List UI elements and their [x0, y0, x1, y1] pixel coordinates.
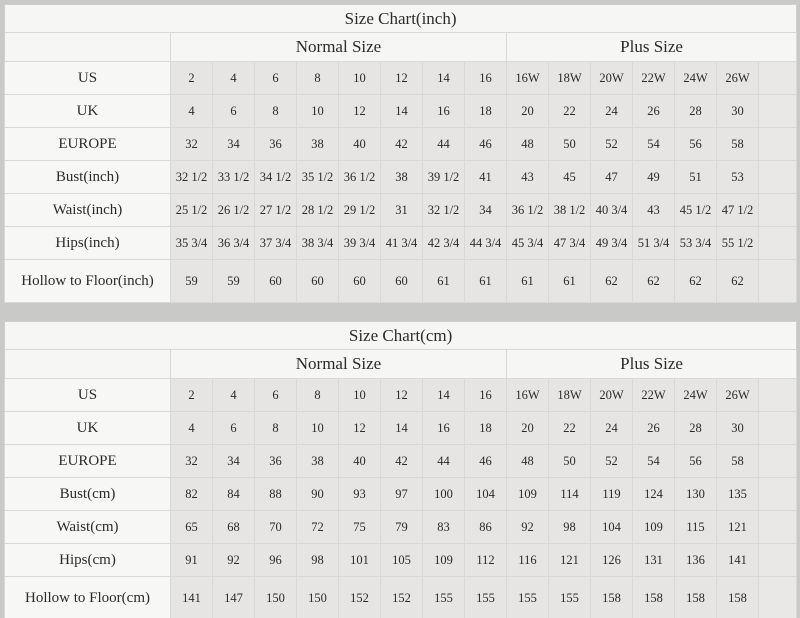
- empty-trailing-cell: [759, 577, 797, 618]
- size-row: [5, 511, 797, 544]
- size-row: [5, 412, 797, 445]
- size-value-normal: 10: [339, 62, 381, 95]
- size-value-normal: 61: [465, 260, 507, 303]
- table-gap: [4, 303, 796, 321]
- size-value-plus: 22W: [633, 379, 675, 412]
- size-value-plus: 20: [507, 412, 549, 445]
- size-value-normal: 82: [171, 478, 213, 511]
- size-value-normal: 91: [171, 544, 213, 577]
- size-value-normal: 141: [171, 577, 213, 618]
- size-row: [5, 95, 797, 128]
- size-row: [5, 161, 797, 194]
- size-value-normal: 33 1/2: [213, 161, 255, 194]
- size-value-normal: 14: [381, 412, 423, 445]
- size-value-plus: 18W: [549, 379, 591, 412]
- size-value-normal: 34 1/2: [255, 161, 297, 194]
- size-value-normal: 61: [423, 260, 465, 303]
- size-group-header-row: [5, 33, 797, 62]
- size-value-plus: 130: [675, 478, 717, 511]
- table-title: Size Chart(inch): [5, 5, 797, 33]
- row-label: Hollow to Floor(cm): [5, 577, 171, 618]
- size-value-normal: 83: [423, 511, 465, 544]
- size-value-normal: 34: [213, 445, 255, 478]
- size-value-plus: 56: [675, 128, 717, 161]
- size-value-normal: 44 3/4: [465, 227, 507, 260]
- size-value-plus: 49 3/4: [591, 227, 633, 260]
- corner-cell: [5, 350, 171, 379]
- size-value-normal: 8: [297, 62, 339, 95]
- size-value-normal: 59: [213, 260, 255, 303]
- size-value-plus: 53 3/4: [675, 227, 717, 260]
- size-value-plus: 121: [717, 511, 759, 544]
- size-value-plus: 26: [633, 412, 675, 445]
- row-label: Bust(cm): [5, 478, 171, 511]
- size-value-plus: 30: [717, 95, 759, 128]
- size-value-normal: 14: [423, 379, 465, 412]
- size-value-normal: 4: [171, 412, 213, 445]
- size-row: [5, 379, 797, 412]
- size-value-plus: 62: [633, 260, 675, 303]
- size-value-normal: 37 3/4: [255, 227, 297, 260]
- size-value-plus: 45: [549, 161, 591, 194]
- size-value-normal: 155: [423, 577, 465, 618]
- size-row: [5, 445, 797, 478]
- size-value-plus: 28: [675, 95, 717, 128]
- empty-trailing-cell: [759, 260, 797, 303]
- size-value-normal: 72: [297, 511, 339, 544]
- size-value-normal: 70: [255, 511, 297, 544]
- size-value-plus: 61: [507, 260, 549, 303]
- size-value-plus: 141: [717, 544, 759, 577]
- size-value-plus: 52: [591, 128, 633, 161]
- size-value-normal: 112: [465, 544, 507, 577]
- size-value-normal: 8: [297, 379, 339, 412]
- size-value-plus: 136: [675, 544, 717, 577]
- size-value-plus: 58: [717, 128, 759, 161]
- row-label: Hips(inch): [5, 227, 171, 260]
- size-row: [5, 62, 797, 95]
- size-value-normal: 8: [255, 95, 297, 128]
- size-value-plus: 109: [633, 511, 675, 544]
- size-value-normal: 18: [465, 412, 507, 445]
- plus-size-header: Plus Size: [507, 350, 797, 379]
- size-value-normal: 2: [171, 379, 213, 412]
- size-row: [5, 227, 797, 260]
- size-value-normal: 27 1/2: [255, 194, 297, 227]
- row-label: Waist(inch): [5, 194, 171, 227]
- size-value-plus: 61: [549, 260, 591, 303]
- size-value-normal: 92: [213, 544, 255, 577]
- row-label: US: [5, 379, 171, 412]
- size-value-normal: 6: [255, 62, 297, 95]
- size-value-plus: 158: [591, 577, 633, 618]
- size-value-normal: 93: [339, 478, 381, 511]
- size-value-normal: 6: [213, 412, 255, 445]
- size-value-normal: 75: [339, 511, 381, 544]
- size-value-normal: 8: [255, 412, 297, 445]
- empty-trailing-cell: [759, 95, 797, 128]
- size-value-normal: 32: [171, 128, 213, 161]
- size-value-normal: 36 3/4: [213, 227, 255, 260]
- size-value-plus: 62: [675, 260, 717, 303]
- empty-trailing-cell: [759, 62, 797, 95]
- size-value-plus: 47 1/2: [717, 194, 759, 227]
- size-value-normal: 18: [465, 95, 507, 128]
- size-chart-inch-table: [4, 4, 797, 303]
- size-value-normal: 34: [465, 194, 507, 227]
- size-row: [5, 478, 797, 511]
- row-label: Hollow to Floor(inch): [5, 260, 171, 303]
- size-value-normal: 109: [423, 544, 465, 577]
- size-value-plus: 24W: [675, 62, 717, 95]
- size-value-normal: 60: [255, 260, 297, 303]
- size-value-plus: 36 1/2: [507, 194, 549, 227]
- empty-trailing-cell: [759, 544, 797, 577]
- size-value-plus: 158: [633, 577, 675, 618]
- size-value-normal: 39 1/2: [423, 161, 465, 194]
- size-value-plus: 51 3/4: [633, 227, 675, 260]
- size-value-normal: 32 1/2: [423, 194, 465, 227]
- size-value-plus: 98: [549, 511, 591, 544]
- size-value-normal: 39 3/4: [339, 227, 381, 260]
- size-value-normal: 36: [255, 445, 297, 478]
- normal-size-header: Normal Size: [171, 33, 507, 62]
- size-value-normal: 2: [171, 62, 213, 95]
- size-row: [5, 544, 797, 577]
- size-value-normal: 38: [297, 128, 339, 161]
- size-value-plus: 124: [633, 478, 675, 511]
- size-value-plus: 62: [717, 260, 759, 303]
- size-value-normal: 105: [381, 544, 423, 577]
- size-value-plus: 20: [507, 95, 549, 128]
- size-value-normal: 38: [381, 161, 423, 194]
- size-row: [5, 194, 797, 227]
- row-label: US: [5, 62, 171, 95]
- empty-trailing-cell: [759, 194, 797, 227]
- size-value-normal: 6: [255, 379, 297, 412]
- table-title: Size Chart(cm): [5, 322, 797, 350]
- size-value-normal: 42 3/4: [423, 227, 465, 260]
- size-value-normal: 14: [381, 95, 423, 128]
- size-group-header-row: [5, 350, 797, 379]
- size-value-plus: 126: [591, 544, 633, 577]
- size-value-normal: 16: [423, 95, 465, 128]
- size-value-normal: 25 1/2: [171, 194, 213, 227]
- size-value-plus: 30: [717, 412, 759, 445]
- size-value-normal: 34: [213, 128, 255, 161]
- size-value-normal: 26 1/2: [213, 194, 255, 227]
- size-value-plus: 16W: [507, 379, 549, 412]
- table-title-row: [5, 322, 797, 350]
- size-value-plus: 43: [633, 194, 675, 227]
- size-value-normal: 32: [171, 445, 213, 478]
- row-label: EUROPE: [5, 128, 171, 161]
- size-value-plus: 115: [675, 511, 717, 544]
- size-value-normal: 40: [339, 445, 381, 478]
- size-value-normal: 86: [465, 511, 507, 544]
- size-value-normal: 100: [423, 478, 465, 511]
- size-value-normal: 40: [339, 128, 381, 161]
- size-value-normal: 84: [213, 478, 255, 511]
- size-value-normal: 36: [255, 128, 297, 161]
- size-value-normal: 4: [213, 62, 255, 95]
- size-value-normal: 6: [213, 95, 255, 128]
- size-value-plus: 55 1/2: [717, 227, 759, 260]
- size-value-plus: 28: [675, 412, 717, 445]
- size-value-normal: 41 3/4: [381, 227, 423, 260]
- size-value-normal: 90: [297, 478, 339, 511]
- row-label: Bust(inch): [5, 161, 171, 194]
- size-value-normal: 12: [339, 412, 381, 445]
- size-value-plus: 24W: [675, 379, 717, 412]
- size-value-normal: 101: [339, 544, 381, 577]
- normal-size-header: Normal Size: [171, 350, 507, 379]
- size-value-plus: 20W: [591, 62, 633, 95]
- row-label: Waist(cm): [5, 511, 171, 544]
- size-value-plus: 109: [507, 478, 549, 511]
- size-value-plus: 24: [591, 412, 633, 445]
- size-value-plus: 22W: [633, 62, 675, 95]
- size-value-plus: 48: [507, 445, 549, 478]
- empty-trailing-cell: [759, 227, 797, 260]
- size-value-normal: 97: [381, 478, 423, 511]
- row-label: UK: [5, 95, 171, 128]
- empty-trailing-cell: [759, 128, 797, 161]
- size-value-plus: 104: [591, 511, 633, 544]
- size-value-normal: 35 3/4: [171, 227, 213, 260]
- row-label: Hips(cm): [5, 544, 171, 577]
- size-value-normal: 38 3/4: [297, 227, 339, 260]
- size-value-normal: 152: [381, 577, 423, 618]
- empty-trailing-cell: [759, 412, 797, 445]
- size-value-plus: 131: [633, 544, 675, 577]
- size-value-normal: 60: [297, 260, 339, 303]
- size-value-plus: 16W: [507, 62, 549, 95]
- size-value-normal: 4: [213, 379, 255, 412]
- size-value-normal: 10: [297, 412, 339, 445]
- size-value-plus: 43: [507, 161, 549, 194]
- size-value-plus: 24: [591, 95, 633, 128]
- table-title-row: [5, 5, 797, 33]
- size-value-plus: 45 1/2: [675, 194, 717, 227]
- size-value-plus: 155: [507, 577, 549, 618]
- size-value-normal: 16: [423, 412, 465, 445]
- size-value-normal: 10: [297, 95, 339, 128]
- size-value-plus: 47 3/4: [549, 227, 591, 260]
- size-value-normal: 12: [381, 379, 423, 412]
- size-value-normal: 88: [255, 478, 297, 511]
- size-value-normal: 14: [423, 62, 465, 95]
- row-label: EUROPE: [5, 445, 171, 478]
- size-value-normal: 28 1/2: [297, 194, 339, 227]
- size-value-normal: 147: [213, 577, 255, 618]
- size-value-normal: 98: [297, 544, 339, 577]
- size-value-plus: 62: [591, 260, 633, 303]
- size-value-plus: 158: [717, 577, 759, 618]
- size-value-normal: 46: [465, 445, 507, 478]
- size-value-plus: 49: [633, 161, 675, 194]
- size-value-plus: 56: [675, 445, 717, 478]
- size-value-normal: 150: [255, 577, 297, 618]
- size-value-normal: 46: [465, 128, 507, 161]
- size-value-normal: 155: [465, 577, 507, 618]
- size-row: [5, 260, 797, 303]
- size-value-plus: 52: [591, 445, 633, 478]
- size-value-plus: 54: [633, 128, 675, 161]
- empty-trailing-cell: [759, 379, 797, 412]
- size-value-plus: 26W: [717, 379, 759, 412]
- size-value-normal: 59: [171, 260, 213, 303]
- size-value-normal: 32 1/2: [171, 161, 213, 194]
- size-value-plus: 40 3/4: [591, 194, 633, 227]
- empty-trailing-cell: [759, 161, 797, 194]
- size-value-normal: 42: [381, 128, 423, 161]
- size-value-plus: 121: [549, 544, 591, 577]
- empty-trailing-cell: [759, 478, 797, 511]
- size-value-normal: 104: [465, 478, 507, 511]
- empty-trailing-cell: [759, 445, 797, 478]
- size-value-normal: 44: [423, 128, 465, 161]
- size-value-plus: 92: [507, 511, 549, 544]
- size-value-normal: 29 1/2: [339, 194, 381, 227]
- plus-size-header: Plus Size: [507, 33, 797, 62]
- size-value-normal: 60: [381, 260, 423, 303]
- size-value-normal: 42: [381, 445, 423, 478]
- size-value-plus: 47: [591, 161, 633, 194]
- size-value-plus: 22: [549, 412, 591, 445]
- size-value-plus: 116: [507, 544, 549, 577]
- size-value-normal: 41: [465, 161, 507, 194]
- size-value-normal: 38: [297, 445, 339, 478]
- size-value-plus: 50: [549, 445, 591, 478]
- size-value-normal: 60: [339, 260, 381, 303]
- size-value-plus: 26W: [717, 62, 759, 95]
- size-value-plus: 45 3/4: [507, 227, 549, 260]
- size-value-normal: 10: [339, 379, 381, 412]
- size-value-normal: 16: [465, 62, 507, 95]
- size-value-plus: 20W: [591, 379, 633, 412]
- size-value-plus: 119: [591, 478, 633, 511]
- size-value-normal: 12: [381, 62, 423, 95]
- size-value-plus: 51: [675, 161, 717, 194]
- size-row: [5, 128, 797, 161]
- size-value-plus: 18W: [549, 62, 591, 95]
- size-value-normal: 4: [171, 95, 213, 128]
- size-chart-cm-table: [4, 321, 797, 618]
- size-row: [5, 577, 797, 618]
- size-value-plus: 53: [717, 161, 759, 194]
- size-value-plus: 38 1/2: [549, 194, 591, 227]
- row-label: UK: [5, 412, 171, 445]
- corner-cell: [5, 33, 171, 62]
- size-value-normal: 35 1/2: [297, 161, 339, 194]
- size-value-plus: 54: [633, 445, 675, 478]
- size-value-normal: 16: [465, 379, 507, 412]
- size-value-plus: 26: [633, 95, 675, 128]
- size-value-plus: 50: [549, 128, 591, 161]
- size-value-plus: 158: [675, 577, 717, 618]
- size-value-normal: 44: [423, 445, 465, 478]
- size-value-plus: 22: [549, 95, 591, 128]
- size-value-plus: 155: [549, 577, 591, 618]
- size-value-normal: 65: [171, 511, 213, 544]
- size-value-plus: 48: [507, 128, 549, 161]
- size-value-normal: 31: [381, 194, 423, 227]
- size-value-normal: 12: [339, 95, 381, 128]
- size-value-normal: 96: [255, 544, 297, 577]
- size-value-plus: 58: [717, 445, 759, 478]
- size-value-normal: 152: [339, 577, 381, 618]
- empty-trailing-cell: [759, 511, 797, 544]
- size-value-plus: 135: [717, 478, 759, 511]
- size-value-plus: 114: [549, 478, 591, 511]
- size-value-normal: 68: [213, 511, 255, 544]
- size-value-normal: 79: [381, 511, 423, 544]
- size-value-normal: 36 1/2: [339, 161, 381, 194]
- size-value-normal: 150: [297, 577, 339, 618]
